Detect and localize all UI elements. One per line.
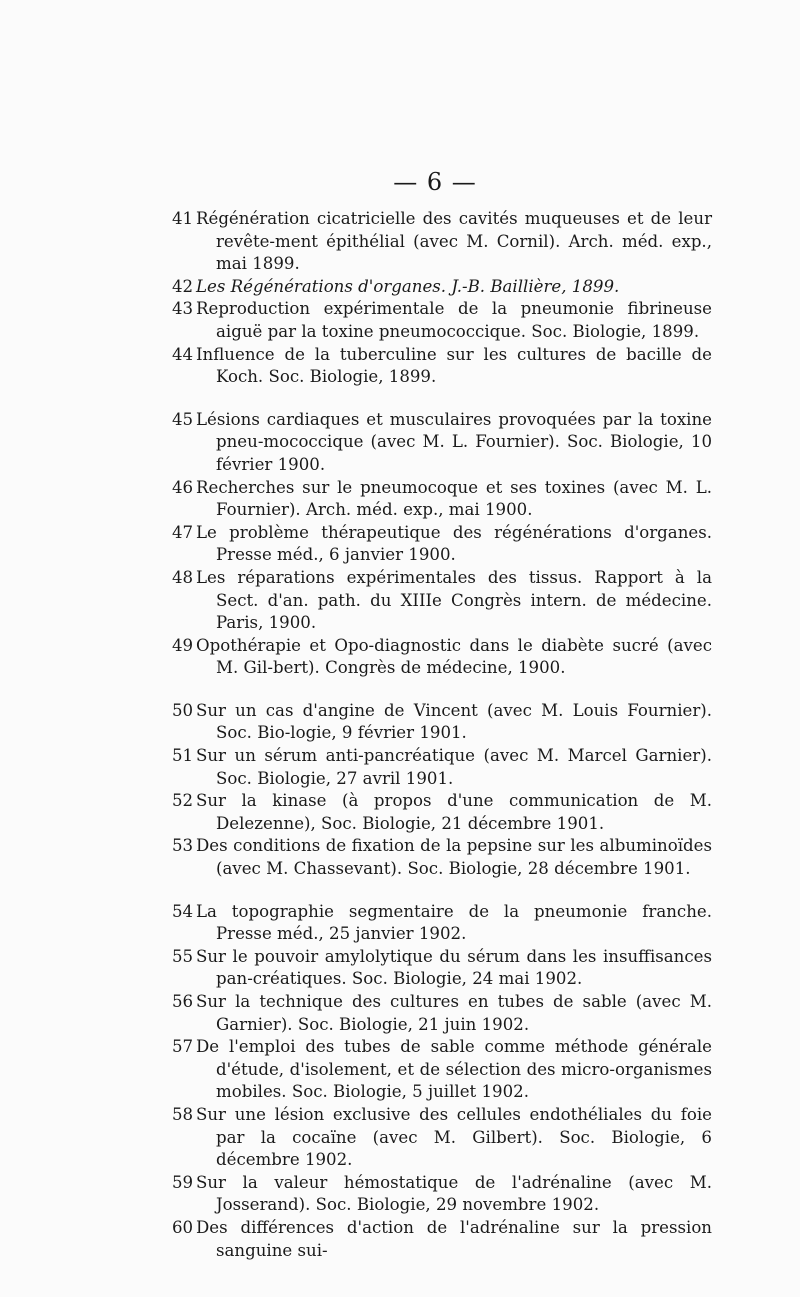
list-item (172, 567, 712, 635)
entry-number: 42 (172, 276, 194, 296)
list-item (172, 1036, 712, 1104)
entry-number: 45 (172, 409, 194, 429)
entry-number: 43 (172, 299, 194, 319)
entry-number: 51 (172, 746, 194, 766)
list-item (172, 901, 712, 946)
list-item (172, 344, 712, 389)
entry-text: Régénération cicatricielle des cavités muqueuses et de leur revête-ment épithélial (avec M. Cornil). Arch. méd. exp., mai 1899. (196, 209, 712, 274)
list-item (172, 745, 712, 790)
entry-text: Des différences d'action de l'adrénaline sur la pression sanguine sui- (196, 1217, 712, 1260)
entry-number: 56 (172, 992, 194, 1011)
entry-text: Sur une lésion exclusive des cellules endothéliales du foie par la cocaïne (avec M. Gilbert). Soc. Biologie, 6 décembre 1902. (196, 1104, 712, 1170)
entry-text: Sur un sérum anti-pancréatique (avec M. Marcel Garnier). Soc. Biologie, 27 avril 1901. (196, 746, 712, 788)
entry-number: 59 (172, 1172, 194, 1192)
list-item (172, 790, 712, 835)
entry-number: 57 (172, 1037, 194, 1057)
entry-number: 53 (172, 836, 194, 856)
section-gap (172, 680, 712, 700)
entry-number: 58 (172, 1104, 194, 1124)
page-number: — 6 — (393, 168, 477, 196)
list-item (172, 409, 712, 477)
entry-text: Sur la valeur hémostatique de l'adrénaline (avec M. Josserand). Soc. Biologie, 29 novembre 1902. (196, 1172, 712, 1215)
entry-text: Sur le pouvoir amylolytique du sérum dans les insuffisances pan-créatiques. Soc. Biologie, 24 mai 1902. (196, 946, 712, 989)
list-item (172, 946, 712, 991)
section-gap (172, 389, 712, 409)
entry-text: Sur la technique des cultures en tubes de sable (avec M. Garnier). Soc. Biologie, 21 juin 1902. (196, 992, 712, 1034)
list-item (172, 298, 712, 343)
entry-number: 52 (172, 791, 194, 811)
entry-number: 47 (172, 522, 194, 542)
list-item (172, 1217, 712, 1262)
entry-number: 48 (172, 567, 194, 587)
entry-number: 49 (172, 635, 194, 655)
list-item (172, 635, 712, 680)
list-item (172, 991, 712, 1036)
list-item (172, 276, 712, 299)
list-item (172, 208, 712, 276)
entry-text: Reproduction expérimentale de la pneumonie fibrineuse aiguë par la toxine pneumococcique. Soc. Biologie, 1899. (196, 299, 712, 341)
list-item (172, 1172, 712, 1217)
entry-number: 55 (172, 946, 194, 966)
entry-text: Influence de la tuberculine sur les cultures de bacille de Koch. Soc. Biologie, 1899. (196, 344, 712, 387)
entry-text: Les Régénérations d'organes. J.-B. Baillière, 1899. (196, 276, 620, 296)
bibliography-list (172, 208, 712, 1262)
entry-text: Des conditions de fixation de la pepsine sur les albuminoïdes (avec M. Chassevant). Soc. Biologie, 28 décembre 1901. (196, 836, 712, 879)
entry-number: 44 (172, 344, 194, 364)
entry-text: Les réparations expérimentales des tissus. Rapport à la Sect. d'an. path. du XIIIe Congrès intern. de médecine. Paris, 1900. (196, 567, 712, 633)
entry-text: Opothérapie et Opo-diagnostic dans le diabète sucré (avec M. Gil-bert). Congrès de médecine, 1900. (196, 635, 712, 678)
entry-text: Le problème thérapeutique des régénérations d'organes. Presse méd., 6 janvier 1900. (196, 522, 712, 565)
list-item (172, 477, 712, 522)
entry-number: 50 (172, 700, 194, 720)
section-gap (172, 881, 712, 901)
entry-number: 46 (172, 477, 194, 497)
list-item (172, 1104, 712, 1172)
list-item (172, 522, 712, 567)
entry-text: De l'emploi des tubes de sable comme méthode générale d'étude, d'isolement, et de sélection des micro-organismes mobiles. Soc. Biologie, 5 juillet 1902. (196, 1037, 712, 1102)
entry-text: Recherches sur le pneumocoque et ses toxines (avec M. L. Fournier). Arch. méd. exp., mai 1900. (196, 477, 712, 520)
entry-number: 60 (172, 1217, 194, 1237)
entry-number: 54 (172, 901, 194, 921)
entry-text: Sur la kinase (à propos d'une communication de M. Delezenne), Soc. Biologie, 21 décembre 1901. (196, 791, 712, 833)
list-item (172, 835, 712, 880)
entry-text: Lésions cardiaques et musculaires provoquées par la toxine pneu-mococcique (avec M. L. Fournier). Soc. Biologie, 10 février 1900. (196, 409, 712, 474)
entry-text: Sur un cas d'angine de Vincent (avec M. Louis Fournier). Soc. Bio-logie, 9 février 1901. (196, 700, 712, 743)
entry-number: 41 (172, 209, 194, 228)
list-item (172, 700, 712, 745)
entry-text: La topographie segmentaire de la pneumonie franche. Presse méd., 25 janvier 1902. (196, 901, 712, 944)
